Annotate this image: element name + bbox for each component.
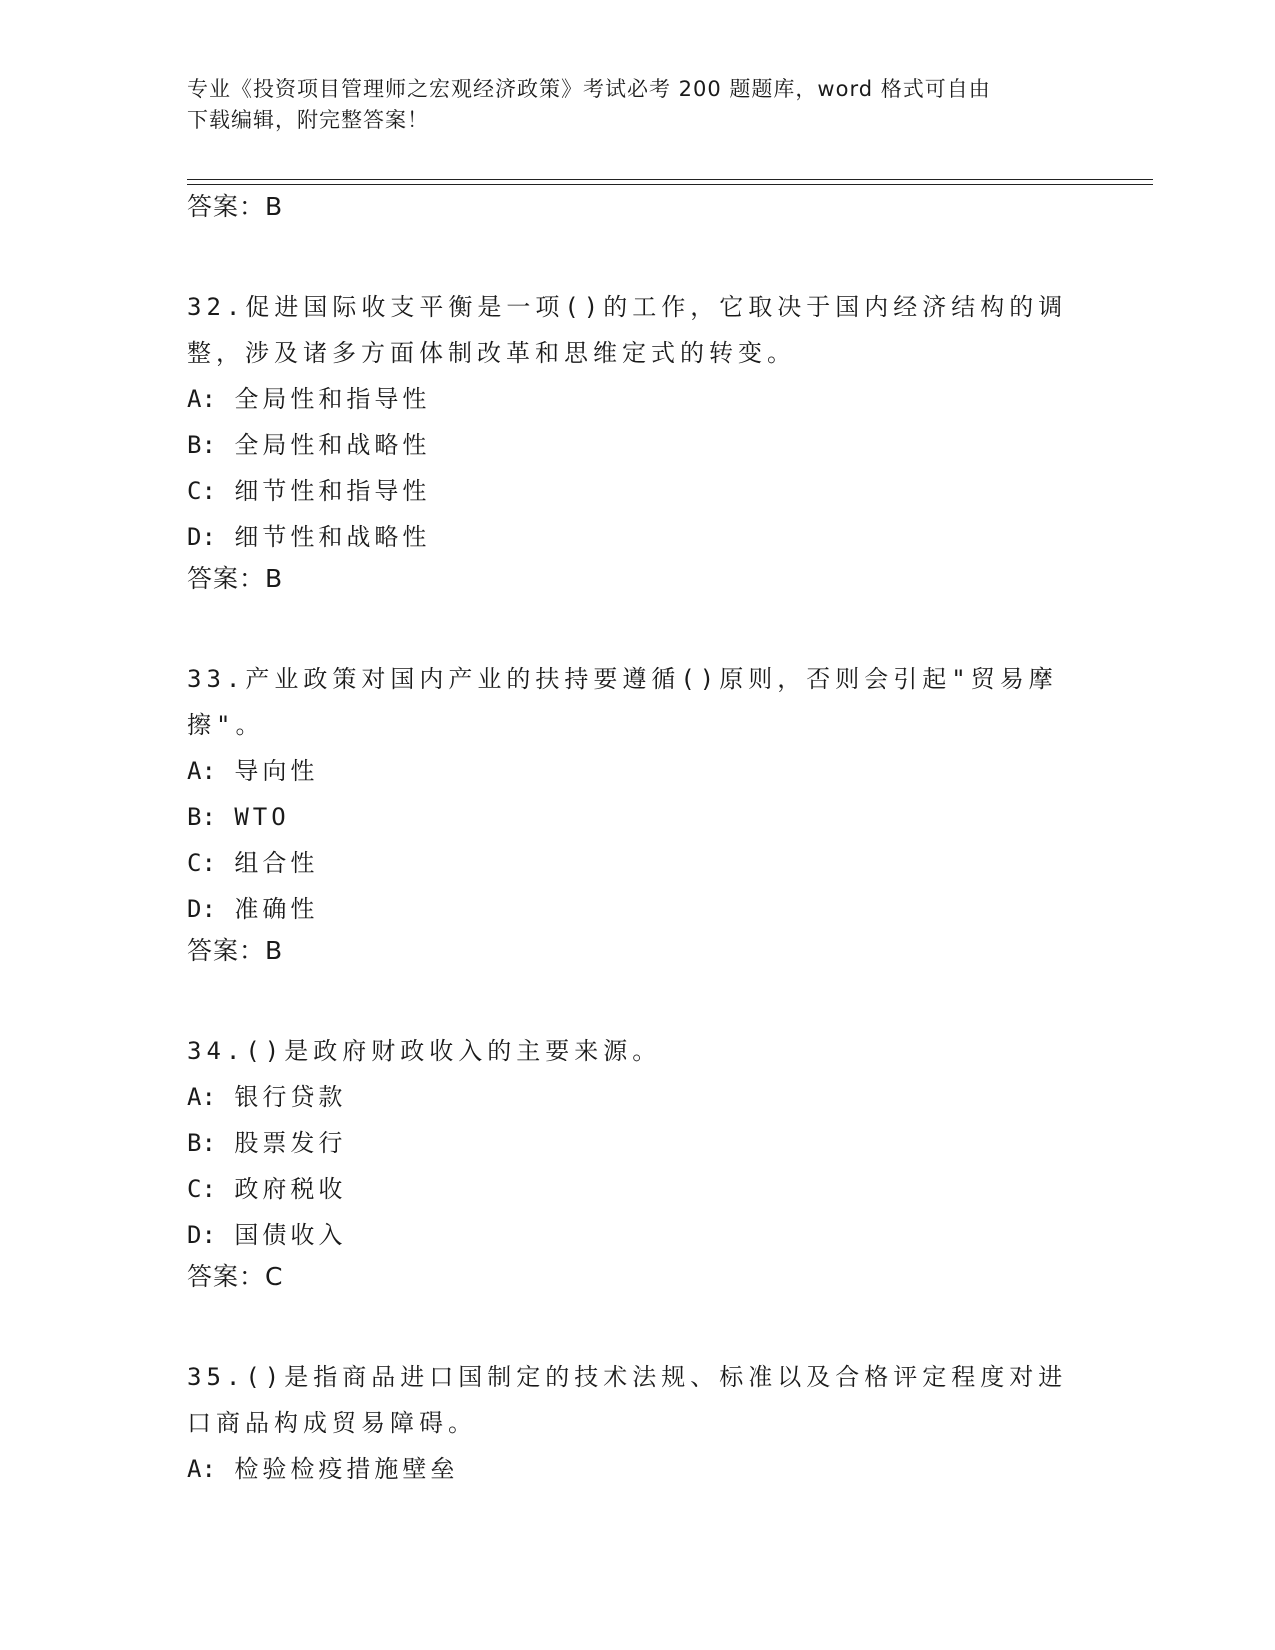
header-line-1: 专业《投资项目管理师之宏观经济政策》考试必考 200 题题库，word 格式可自由: [187, 77, 991, 101]
option-text: WTO: [234, 803, 290, 831]
option-label: A:: [187, 1083, 216, 1111]
option-label: C:: [187, 1175, 216, 1203]
option-label: A:: [187, 385, 216, 413]
option-label: B:: [187, 1129, 216, 1157]
option-a: [187, 1074, 1087, 1120]
option-text: 导向性: [234, 757, 319, 785]
option-label: D:: [187, 895, 216, 923]
option-label: C:: [187, 849, 216, 877]
option-d: [187, 886, 1087, 932]
answer: 答案：B: [187, 564, 284, 593]
option-label: C:: [187, 477, 216, 505]
option-text: 全局性和战略性: [234, 431, 431, 459]
question-34: [187, 1028, 1087, 1292]
question-33: [187, 656, 1087, 966]
option-d: [187, 514, 1087, 560]
option-text: 准确性: [234, 895, 319, 923]
option-text: 细节性和指导性: [234, 477, 431, 505]
question-35: [187, 1354, 1087, 1492]
option-label: A:: [187, 1455, 216, 1483]
option-a: [187, 376, 1087, 422]
option-b: [187, 422, 1087, 468]
question-text: 33.产业政策对国内产业的扶持要遵循()原则，否则会引起"贸易摩擦"。: [187, 665, 1058, 739]
option-text: 组合性: [234, 849, 319, 877]
question-text: 32.促进国际收支平衡是一项()的工作，它取决于国内经济结构的调整，涉及诸多方面体制改革和思维定式的转变。: [187, 293, 1068, 367]
header-rule-bottom: [187, 184, 1153, 185]
option-label: B:: [187, 431, 216, 459]
option-text: 银行贷款: [234, 1083, 347, 1111]
option-label: D:: [187, 523, 216, 551]
option-text: 细节性和战略性: [234, 523, 431, 551]
option-label: B:: [187, 803, 216, 831]
option-b: [187, 794, 1087, 840]
option-a: [187, 748, 1087, 794]
question-text: 35.()是指商品进口国制定的技术法规、标准以及合格评定程度对进口商品构成贸易障碍。: [187, 1363, 1068, 1437]
document-header: [187, 74, 1087, 136]
option-text: 检验检疫措施壁垒: [234, 1455, 459, 1483]
answer: 答案：C: [187, 1262, 284, 1291]
option-b: [187, 1120, 1087, 1166]
question-text: 34.()是政府财政收入的主要来源。: [187, 1037, 662, 1065]
option-d: [187, 1212, 1087, 1258]
previous-answer: 答案：B: [187, 192, 284, 221]
option-text: 政府税收: [234, 1175, 347, 1203]
option-label: D:: [187, 1221, 216, 1249]
option-label: A:: [187, 757, 216, 785]
option-c: [187, 840, 1087, 886]
option-c: [187, 468, 1087, 514]
answer: 答案：B: [187, 936, 284, 965]
option-c: [187, 1166, 1087, 1212]
option-text: 国债收入: [234, 1221, 347, 1249]
option-a: [187, 1446, 1087, 1492]
option-text: 股票发行: [234, 1129, 347, 1157]
question-32: [187, 284, 1087, 594]
question-list: [187, 192, 1087, 1492]
header-rule-top: [187, 179, 1153, 180]
header-line-2: 下载编辑，附完整答案！: [187, 108, 429, 132]
option-text: 全局性和指导性: [234, 385, 431, 413]
